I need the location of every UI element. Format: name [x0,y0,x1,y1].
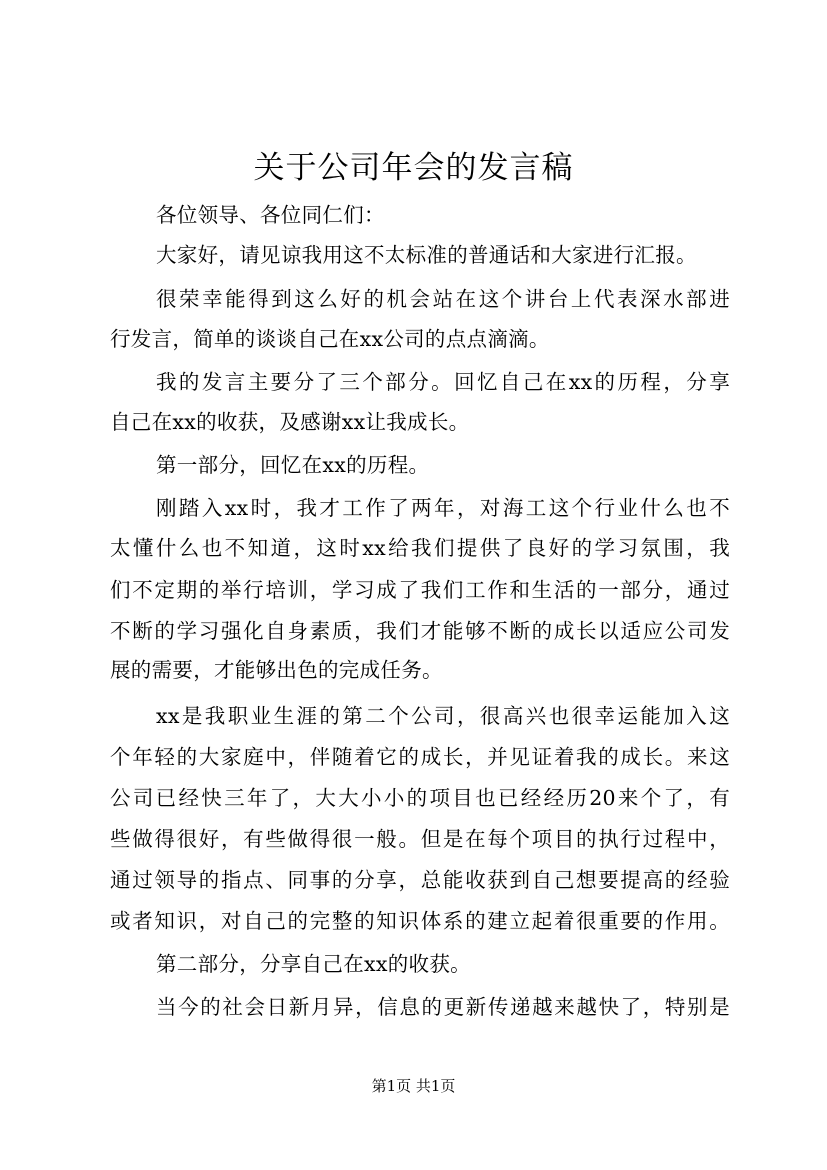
paragraph-line: 公司已经快三年了，大大小小的项目也已经经历20来个了，有 [110,786,730,810]
paragraph-line: 行发言，简单的谈谈自己在xx公司的点点滴滴。 [110,327,550,351]
paragraph-line: xx是我职业生涯的第二个公司，很高兴也很幸运能加入这 [156,704,730,728]
paragraph-line: 些做得很好，有些做得很一般。但是在每个项目的执行过程中， [110,827,730,851]
paragraph-line: 各位领导、各位同仁们： [156,203,385,227]
paragraph-line: 通过领导的指点、同事的分享，总能收获到自己想要提高的经验 [110,868,730,892]
paragraph-line: 大家好，请见谅我用这不太标准的普通话和大家进行汇报。 [156,243,697,267]
paragraph-line: 太懂什么也不知道，这时xx给我们提供了良好的学习氛围，我 [110,536,730,560]
paragraph-line: 第二部分，分享自己在xx的收获。 [156,952,471,976]
paragraph-line: 不断的学习强化自身素质，我们才能够不断的成长以适应公司发 [110,619,730,643]
paragraph-line: 很荣幸能得到这么好的机会站在这个讲台上代表深水部进 [156,287,730,311]
paragraph-line: 自己在xx的收获，及感谢xx让我成长。 [110,410,470,434]
paragraph-line: 或者知识，对自己的完整的知识体系的建立起着很重要的作用。 [110,909,730,933]
page-footer: 第1页 共1页 [371,1077,456,1095]
paragraph-line: 刚踏入xx时，我才工作了两年，对海工这个行业什么也不 [156,496,730,520]
paragraph-line: 个年轻的大家庭中，伴随着它的成长，并见证着我的成长。来这 [110,745,730,769]
paragraph-line: 展的需要，才能够出色的完成任务。 [110,658,443,682]
document-title: 关于公司年会的发言稿 [253,150,574,186]
paragraph-line: 们不定期的举行培训，学习成了我们工作和生活的一部分，通过 [110,578,730,602]
paragraph-line: 当今的社会日新月异，信息的更新传递越来越快了，特别是 [156,995,730,1019]
paragraph-line: 我的发言主要分了三个部分。回忆自己在xx的历程，分享 [156,370,730,394]
paragraph-line: 第一部分，回忆在xx的历程。 [156,453,430,477]
